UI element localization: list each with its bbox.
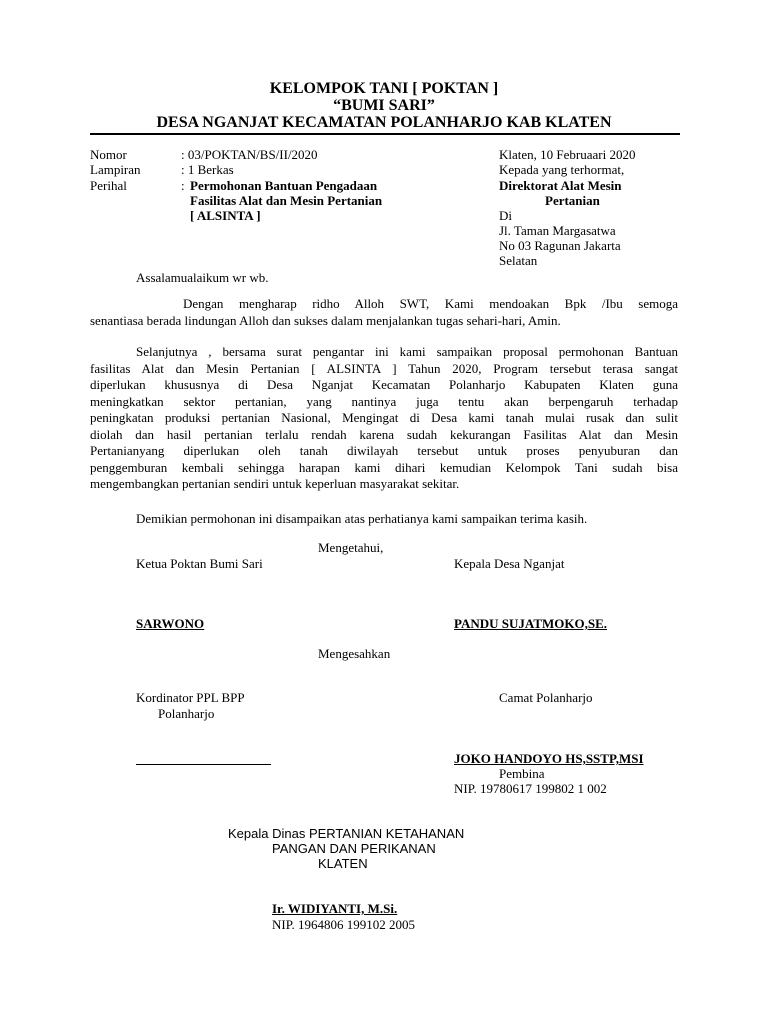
paragraph-opening-line: Dengan mengharap ridho Alloh SWT, Kami mendoakan Bpk /Ibu semoga xyxy=(183,296,678,311)
paragraph-main xyxy=(90,344,678,493)
recipient-address-line-3: Selatan xyxy=(499,253,538,268)
kadis-nip: NIP. 1964806 199102 2005 xyxy=(272,917,416,932)
perihal-label: Perihal xyxy=(90,178,127,193)
perihal-colon: : xyxy=(181,178,185,193)
recipient-intro: Kepada yang terhormat, xyxy=(499,162,625,177)
recipient-address-line-1: Jl. Taman Margasatwa xyxy=(499,223,616,238)
lampiran-value: : 1 Berkas xyxy=(181,162,234,177)
recipient-org-line-2: Pertanian xyxy=(545,193,600,208)
paragraph-main-line: fasilitas Alat dan Mesin Pertanian [ ALSINTA ] Tahun 2020, Program tersebut terasa sangat xyxy=(90,360,678,376)
camat-title: Camat Polanharjo xyxy=(499,690,593,705)
perihal-value-line-3: [ ALSINTA ] xyxy=(190,208,261,223)
paragraph-main-line: diolah dan hasil pertanian terlalu rendah karena sudah kekurangan Fasilitas Alat dan Mesin xyxy=(90,426,678,442)
nomor-value: : 03/POKTAN/BS/II/2020 xyxy=(181,147,318,162)
kadis-title-line-3: KLATEN xyxy=(318,856,368,871)
kadis-title-line-1: Kepala Dinas PERTANIAN KETAHANAN xyxy=(228,826,465,841)
nomor-label: Nomor xyxy=(90,147,127,162)
kades-name: PANDU SUJATMOKO,SE. xyxy=(454,616,607,631)
greeting: Assalamualaikum wr wb. xyxy=(136,270,269,285)
camat-rank: Pembina xyxy=(499,766,545,781)
letterhead-divider xyxy=(90,133,680,135)
ketua-name: SARWONO xyxy=(136,616,205,631)
perihal-value-line-1: Permohonan Bantuan Pengadaan xyxy=(190,178,378,193)
recipient-di: Di xyxy=(499,208,512,223)
lampiran-label: Lampiran xyxy=(90,162,141,177)
perihal-value-line-2: Fasilitas Alat dan Mesin Pertanian xyxy=(190,193,383,208)
mengetahui-label: Mengetahui, xyxy=(318,540,384,555)
mengesahkan-label: Mengesahkan xyxy=(318,646,391,661)
paragraph-opening-line: senantiasa berada lindungan Alloh dan sukses dalam menjalankan tugas sehari-hari, Amin. xyxy=(90,312,561,328)
letterhead-address: DESA NGANJAT KECAMATAN POLANHARJO KAB KLATEN xyxy=(156,114,612,131)
paragraph-main-line: peningkatan produksi pertanian Nasional, Mengingat di Desa kami tanah mulai rusak dan sulit xyxy=(90,410,678,425)
koordinator-title-line-2: Polanharjo xyxy=(158,706,215,721)
koordinator-title-line-1: Kordinator PPL BPP xyxy=(136,690,245,705)
recipient-address-line-2: No 03 Ragunan Jakarta xyxy=(499,238,621,253)
paragraph-main-line: meningkatkan sektor pertanian, yang nantinya juga tentu akan berpengaruh terhadap xyxy=(90,393,678,409)
paragraph-main-line: Pertanianyang diperlukan oleh tanah diwilayah tersebut untuk proses penyuburan dan xyxy=(90,443,678,458)
paragraph-opening xyxy=(90,296,678,329)
closing-sentence: Demikian permohonan ini disampaikan atas perhatianya kami sampaikan terima kasih. xyxy=(136,511,588,526)
paragraph-main-line: mengembangkan pertanian sendiri untuk keperluan masyarakat sekitar. xyxy=(90,476,460,491)
koordinator-signature-line xyxy=(136,764,271,765)
camat-name: JOKO HANDOYO HS,SSTP,MSI xyxy=(454,751,644,766)
letterhead-group-name: “BUMI SARI” xyxy=(333,97,435,114)
kadis-name: Ir. WIDIYANTI, M.Si. xyxy=(272,901,398,916)
recipient-org-line-1: Direktorat Alat Mesin xyxy=(499,178,622,193)
camat-nip: NIP. 19780617 199802 1 002 xyxy=(454,781,607,796)
ketua-title: Ketua Poktan Bumi Sari xyxy=(136,556,263,571)
paragraph-main-line: Selanjutnya , bersama surat pengantar ini kami sampaikan proposal permohonan Bantuan xyxy=(136,344,678,359)
paragraph-main-line: penggemburan kembali sehingga harapan kami dihari kemudian Kelompok Tani sudah bisa xyxy=(90,459,678,475)
kadis-title-line-2: PANGAN DAN PERIKANAN xyxy=(272,841,436,856)
kades-title: Kepala Desa Nganjat xyxy=(454,556,565,571)
paragraph-main-line: diperlukan khususnya di Desa Nganjat Kecamatan Polanharjo Kabupaten Klaten guna xyxy=(90,377,678,392)
letterhead-title: KELOMPOK TANI [ POKTAN ] xyxy=(269,80,499,97)
letter-date: Klaten, 10 Februaari 2020 xyxy=(499,147,636,162)
